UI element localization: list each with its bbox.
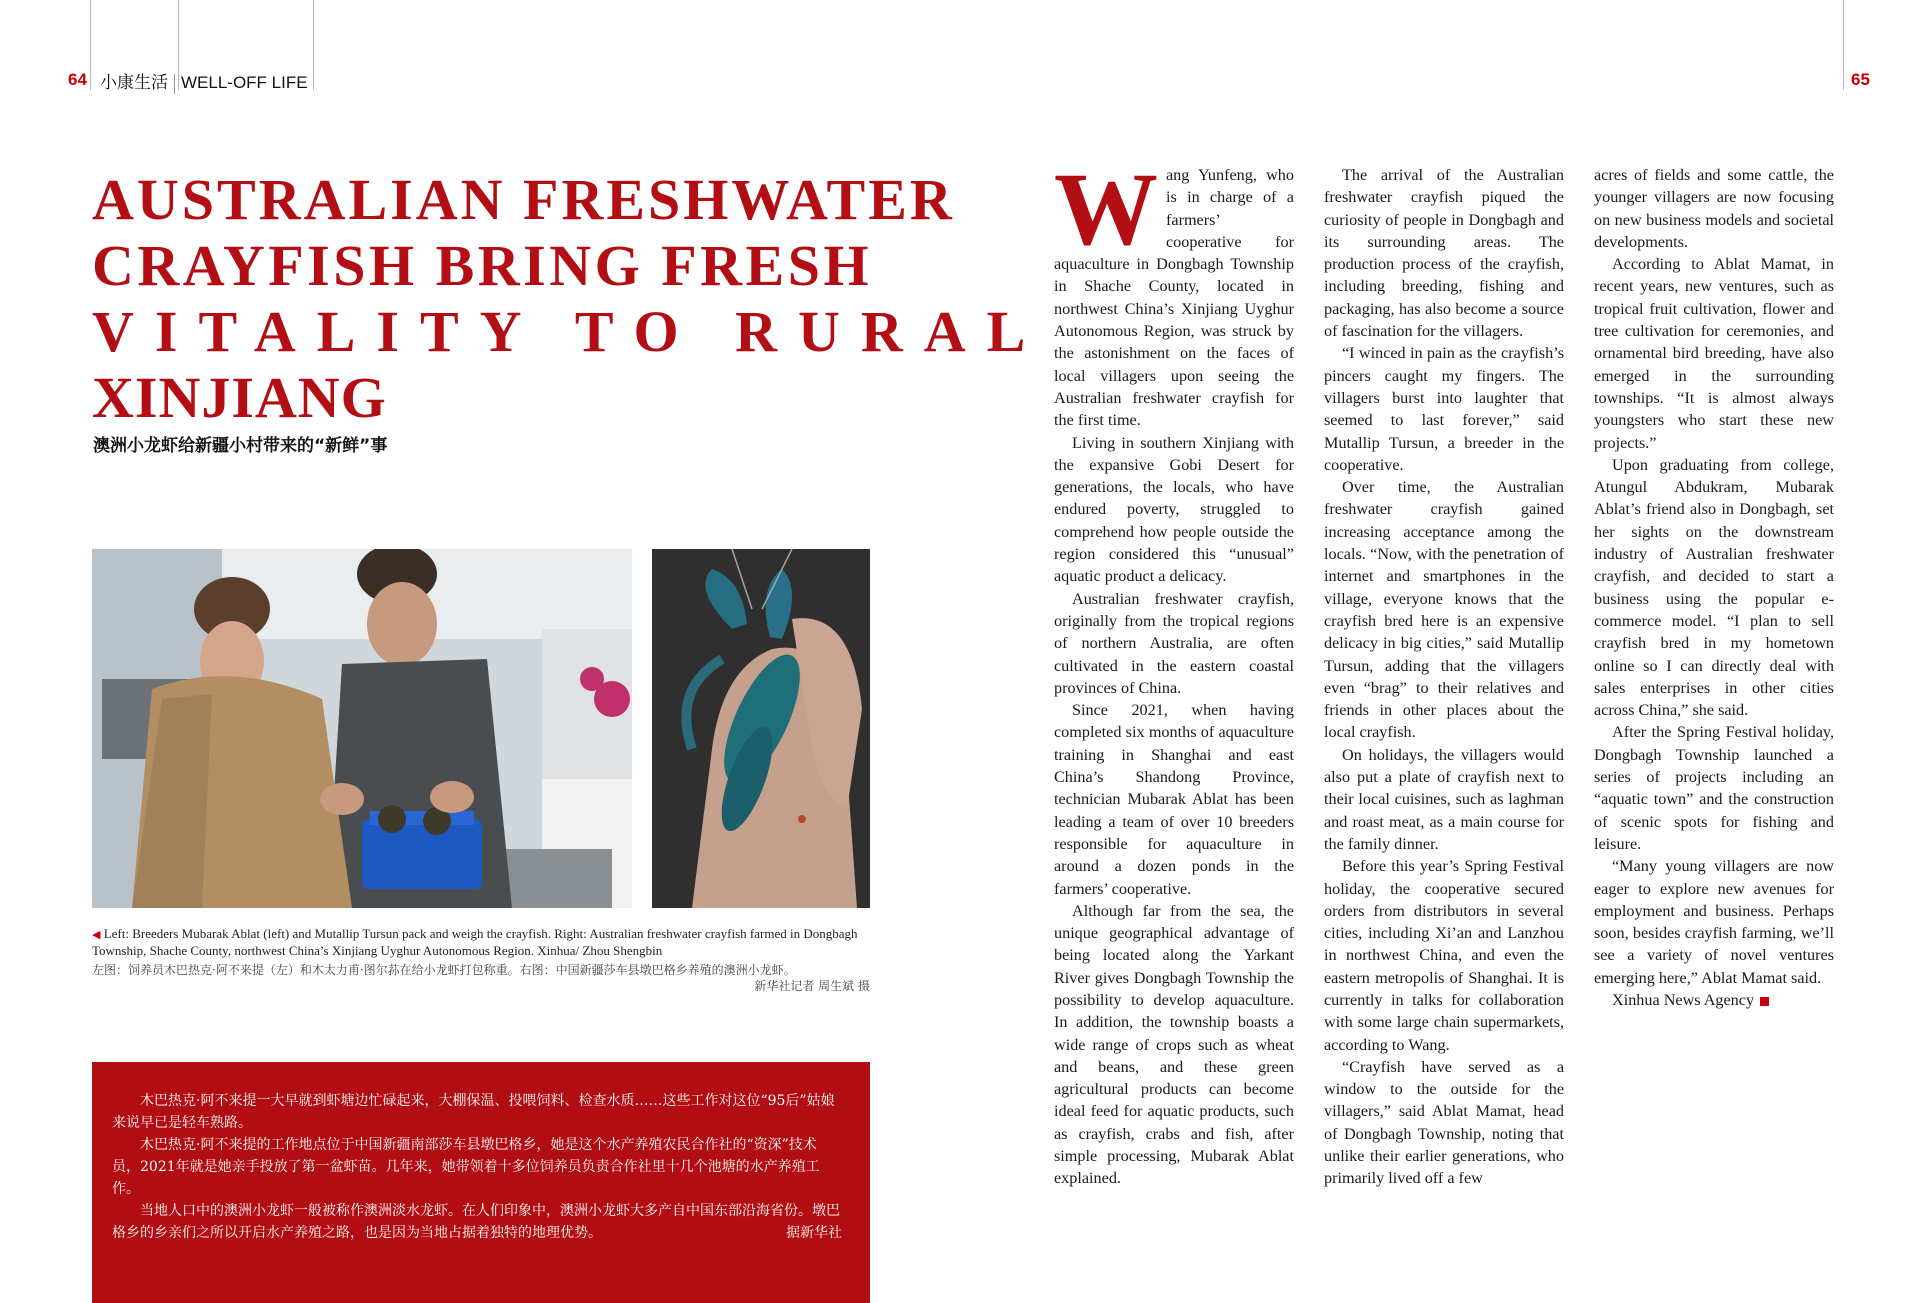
body-paragraph bbox=[1054, 152, 1294, 432]
summary-paragraph bbox=[112, 1200, 842, 1244]
body-paragraph: The arrival of the Australian freshwater crayfish piqued the curiosity of people in Dongbagh and its surrounding areas. The production process of the crayfish, including breeding, fishing and packaging, has also become a source of fascination for the villagers. bbox=[1324, 166, 1564, 341]
body-paragraph: “Many young villagers are now eager to explore new avenues for employment and business. Perhaps soon, besides crayfish farming, we’ll see a variety of novel ventures emerging here,” Ablat Mamat said. bbox=[1594, 857, 1834, 987]
drop-cap: W bbox=[1054, 152, 1158, 267]
body-paragraph: “Crayfish have served as a window to the outside for the villagers,” said Ablat Mamat, head of Dongbagh Township, noting that unlike their earlier generations, who primarily lived off a few bbox=[1324, 1057, 1564, 1188]
triangle-marker-icon: ◀ bbox=[92, 929, 101, 941]
source-credit: Xinhua News Agency bbox=[1612, 990, 1755, 1009]
title-line-3: VITALITY TO RURAL bbox=[92, 299, 1047, 364]
summary-paragraph: 木巴热克·阿不来提的工作地点位于中国新疆南部莎车县墩巴格乡，她是这个水产养殖农民合作社的“资深”技术员，2021年就是她亲手投放了第一盆虾苗。几年来，她带领着十多位饲养员负责合作社里十几个池塘的水产养殖工作。 bbox=[112, 1137, 820, 1197]
chinese-summary-box bbox=[92, 1062, 870, 1303]
title-line-4: XINJIANG bbox=[92, 365, 387, 430]
body-paragraph: Before this year’s Spring Festival holiday, the cooperative secured orders from distributors in several cities, including Xi’an and Lanzhou in northwest China, and even the eastern metropolis of Shanghai. It is currently in talks for collaboration with some large chain supermarkets, according to Wang. bbox=[1324, 857, 1564, 1054]
photo-breeders-packing-crayfish bbox=[92, 549, 632, 908]
caption-cn-text: 左图：饲养员木巴热克·阿不来提（左）和木太力甫·图尔荪在给小龙虾打包称重。右图：中国新疆莎车县墩巴格乡养殖的澳洲小龙虾。 bbox=[92, 963, 796, 977]
body-paragraph: Australian freshwater crayfish, originally from the tropical regions of northern Australia, are often cultivated in the eastern coastal provinces of China. bbox=[1054, 589, 1294, 697]
article-title bbox=[92, 167, 1047, 431]
section-name-en: WELL-OFF LIFE bbox=[181, 73, 308, 92]
caption-en-text: Left: Breeders Mubarak Ablat (left) and Mutallip Tursun pack and weigh the crayfish. Right: Australian freshwater crayfish farmed in Dongbagh Township, Shache County, northwest China’s Xinjiang Uyghur Autonomous Region. Xinhua/ Zhou Shengbin bbox=[92, 926, 858, 958]
body-column-2 bbox=[1324, 164, 1564, 1190]
article-subtitle-cn: 澳洲小龙虾给新疆小村带来的“新鲜”事 bbox=[93, 436, 388, 456]
photo-crayfish-in-hand bbox=[652, 549, 870, 908]
chinese-summary-text bbox=[112, 1090, 842, 1244]
body-paragraph: According to Ablat Mamat, in recent years, new ventures, such as tropical fruit cultivation, flower and tree cultivation for ceremonies, and ornamental bird breeding, have also emerged in the surrounding townships. “It is almost always youngsters who start these new projects.” bbox=[1594, 255, 1834, 452]
body-column-1 bbox=[1054, 152, 1294, 1190]
header-rule-page65 bbox=[1843, 0, 1844, 90]
title-line-1: AUSTRALIAN FRESHWATER bbox=[92, 167, 955, 232]
photo-caption-cn bbox=[92, 962, 870, 994]
caption-cn-credit: 新华社记者 周生斌 摄 bbox=[754, 979, 870, 993]
body-paragraph bbox=[1594, 989, 1834, 1011]
summary-source: 据新华社 bbox=[786, 1225, 842, 1241]
body-paragraph-text: ang Yunfeng, who is in charge of a farmers’ cooperative for aquaculture in Dongbagh Township in Shache County, located in northwest China’s Xinjiang Uyghur Autonomous Region, was struck by the astonishment on the faces of local villagers upon seeing the Australian freshwater crayfish for the first time. bbox=[1054, 166, 1294, 430]
square-end-mark-icon bbox=[1760, 997, 1769, 1006]
body-paragraph: Living in southern Xinjiang with the expansive Gobi Desert for generations, the locals, who have endured poverty, struggled to comprehend how people outside the region considered this “unusual” aquatic product a delicacy. bbox=[1054, 433, 1294, 586]
title-line-2: CRAYFISH BRING FRESH bbox=[92, 233, 873, 298]
body-paragraph: acres of fields and some cattle, the younger villagers are now focusing on new business models and societal developments. bbox=[1594, 166, 1834, 251]
body-column-3 bbox=[1594, 164, 1834, 1011]
running-header bbox=[100, 68, 308, 94]
body-paragraph: Over time, the Australian freshwater crayfish gained increasing acceptance among the locals. “Now, with the penetration of internet and smartphones in the village, everyone knows that the crayfish bred here is an expensive delicacy in big cities,” said Mutallip Tursun, adding that the villagers even “brag” to their relatives and friends in other places about the local crayfish. bbox=[1324, 478, 1564, 742]
section-name-cn: 小康生活 bbox=[100, 73, 168, 92]
right-page-number: 65 bbox=[1851, 70, 1870, 89]
header-rule-left bbox=[90, 0, 91, 90]
left-page-number: 64 bbox=[68, 70, 87, 89]
body-paragraph: On holidays, the villagers would also put a plate of crayfish next to their local cuisines, such as laghman and roast meat, as a main course for the family dinner. bbox=[1324, 745, 1564, 853]
body-paragraph: Upon graduating from college, Atungul Abdukram, Mubarak Ablat’s friend also in Dongbagh, set her sights on the downstream industry of Australian freshwater crayfish, and decided to start a business using the popular e-commerce model. “I plan to sell crayfish bred in my hometown online so I can directly deal with sales enterprises in other cities across China,” she said. bbox=[1594, 455, 1834, 720]
summary-paragraph-text: 当地人口中的澳洲小龙虾一般被称作澳洲淡水龙虾。在人们印象中，澳洲小龙虾大多产自中国东部沿海省份。墩巴格乡的乡亲们之所以开启水产养殖之路，也是因为当地占据着独特的地理优势。 bbox=[112, 1203, 840, 1241]
body-paragraph: After the Spring Festival holiday, Dongbagh Township launched a series of projects including an “aquatic town” and the construction of scenic spots for fishing and leisure. bbox=[1594, 723, 1834, 853]
body-paragraph: “I winced in pain as the crayfish’s pincers caught my fingers. The villagers burst into laughter that seemed to last forever,” said Mutallip Tursun, a breeder in the cooperative. bbox=[1324, 344, 1564, 474]
body-paragraph: Although far from the sea, the unique geographical advantage of being located along the Yarkant River gives Dongbagh Township the possibility to develop aquaculture. In addition, the township boasts a wide range of crops such as wheat and beans, and these green agricultural products can become ideal feed for aquatic products, such as crayfish, crabs and fish, after simple processing, Mubarak Ablat explained. bbox=[1054, 901, 1294, 1188]
header-rule-right bbox=[313, 0, 314, 90]
summary-paragraph: 木巴热克·阿不来提一大早就到虾塘边忙碌起来，大棚保温、投喂饲料、检查水质……这些工作对这位“95后”姑娘来说早已是轻车熟路。 bbox=[112, 1093, 835, 1131]
photo-caption-en bbox=[92, 926, 872, 958]
body-paragraph: Since 2021, when having completed six months of aquaculture training in Shanghai and east China’s Shandong Province, technician Mubarak Ablat has been leading a team of over 10 breeders responsible for aquaculture in around a dozen ponds in the farmers’ cooperative. bbox=[1054, 701, 1294, 898]
